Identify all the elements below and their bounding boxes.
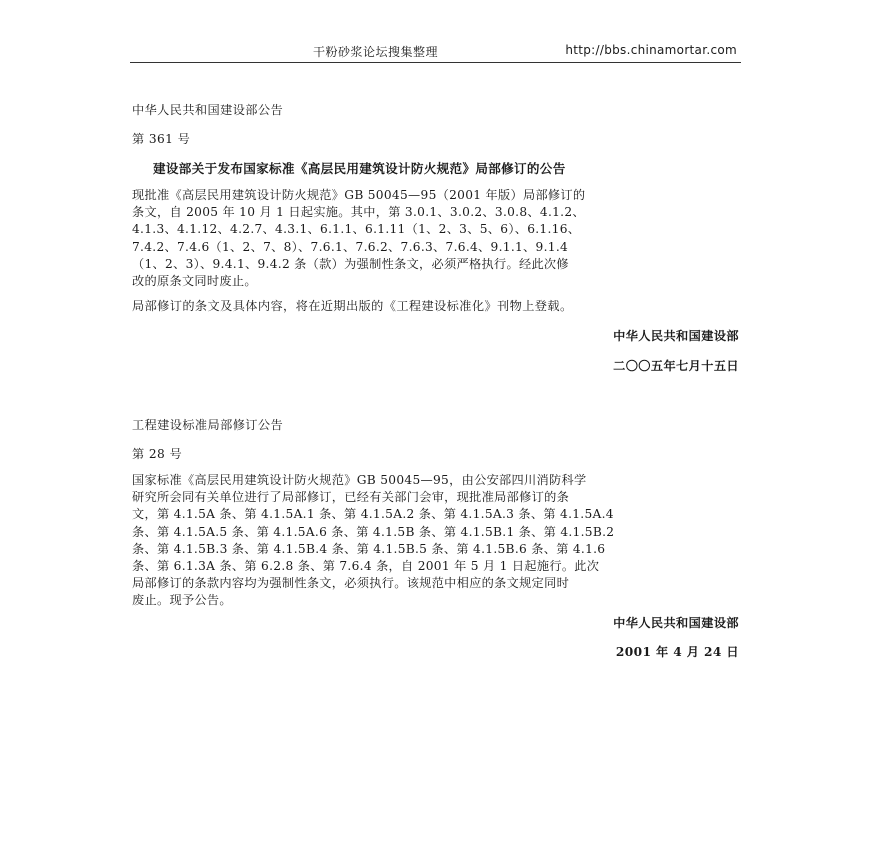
notice2-body-line: 条、第 4.1.5B.3 条、第 4.1.5B.4 条、第 4.1.5B.5 条、第 4.1.5B.6 条、第 4.1.6 xyxy=(132,541,606,556)
notice1-body-line: 改的原条文同时废止。 xyxy=(132,274,257,289)
notice1-body-line: 7.4.2、7.4.6（1、2、7、8）、7.6.1、7.6.2、7.6.3、7.6.4、9.1.1、9.1.4 xyxy=(132,239,569,254)
notice2-body-line: 废止。现予公告。 xyxy=(132,593,232,608)
notice2-date: 2001 年 4 月 24 日 xyxy=(615,645,739,659)
notice1-body-line: 条文，自 2005 年 10 月 1 日起实施。其中，第 3.0.1、3.0.2、3.0.8、4.1.2、 xyxy=(132,205,585,220)
notice2-signature: 中华人民共和国建设部 xyxy=(613,616,739,630)
notice2-body-line: 条、第 6.1.3A 条、第 6.2.8 条、第 7.6.4 条，自 2001 年 5 月 1 日起施行。此次 xyxy=(132,559,600,574)
notice1-body-line: 4.1.3、4.1.12、4.2.7、4.3.1、6.1.1、6.1.11（1、2、3、5、6）、6.1.16、 xyxy=(132,222,581,237)
notice1-body-line: （1、2、3）、9.4.1、9.4.2 条（款）为强制性条文，必须严格执行。经此次修 xyxy=(132,256,569,271)
notice2-body-line: 研究所会同有关单位进行了局部修订，已经有关部门会审，现批准局部修订的条 xyxy=(132,490,570,505)
notice2-body-line: 条、第 4.1.5A.5 条、第 4.1.5A.6 条、第 4.1.5B 条、第 4.1.5B.1 条、第 4.1.5B.2 xyxy=(132,524,615,539)
notice2-body xyxy=(132,472,742,610)
notice1-publication-note: 局部修订的条文及具体内容，将在近期出版的《工程建设标准化》刊物上登载。 xyxy=(132,299,573,313)
notice2-body-line: 国家标准《高层民用建筑设计防火规范》GB 50045—95，由公安部四川消防科学 xyxy=(132,473,587,487)
notice2-body-line: 文，第 4.1.5A 条、第 4.1.5A.1 条、第 4.1.5A.2 条、第 4.1.5A.3 条、第 4.1.5A.4 xyxy=(132,507,614,522)
site-name: 干粉砂浆论坛搜集整理 xyxy=(313,45,439,59)
notice1-body xyxy=(132,187,742,290)
notice1-number: 第 361 号 xyxy=(132,132,191,146)
notice2-number: 第 28 号 xyxy=(132,447,183,461)
notice1-issuer-heading: 中华人民共和国建设部公告 xyxy=(132,103,284,117)
notice2-issuer-heading: 工程建设标准局部修订公告 xyxy=(132,418,284,432)
notice1-signature: 中华人民共和国建设部 xyxy=(613,329,739,343)
notice1-body-line: 现批准《高层民用建筑设计防火规范》GB 50045—95（2001 年版）局部修订的 xyxy=(132,188,586,202)
notice1-date: 二〇〇五年七月十五日 xyxy=(613,359,739,373)
site-url: http://bbs.chinamortar.com xyxy=(565,43,737,57)
page-header xyxy=(130,40,741,63)
notice2-body-line: 局部修订的条款内容均为强制性条文，必须执行。该规范中相应的条文规定同时 xyxy=(132,576,570,591)
notice1-title: 建设部关于发布国家标准《高层民用建筑设计防火规范》局部修订的公告 xyxy=(153,161,566,176)
